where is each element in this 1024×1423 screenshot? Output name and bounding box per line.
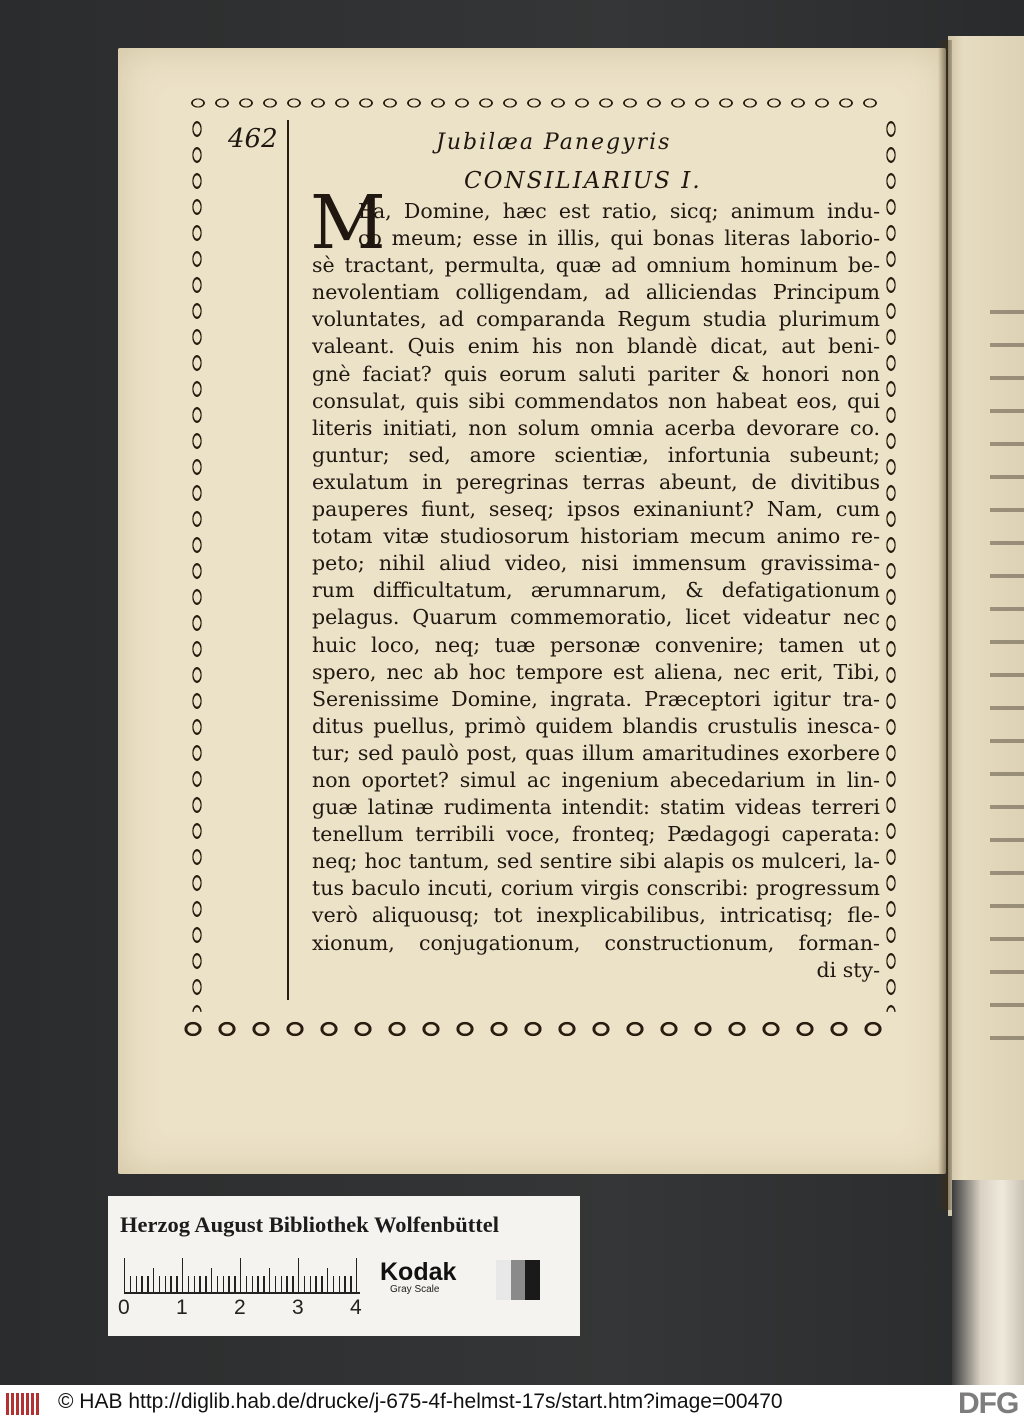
ruler-tick xyxy=(223,1276,224,1292)
footer-url[interactable]: © HAB http://diglib.hab.de/drucke/j-675-4f-helmst-17s/start.htm?image=00470 xyxy=(58,1390,783,1413)
text-line: guntur; sed, amore scientiæ, infortunia subeunt; xyxy=(312,442,880,467)
ruler-tick xyxy=(327,1268,328,1292)
ruler-tick xyxy=(130,1276,131,1292)
text-line: co meum; esse in illis, qui bonas literas laborio- xyxy=(358,226,880,251)
dfg-logo: DFG xyxy=(958,1387,1019,1420)
ruler-number: 2 xyxy=(234,1296,246,1319)
ruler-tick xyxy=(136,1276,137,1292)
page-number: 462 xyxy=(228,124,278,154)
ruler-tick xyxy=(246,1276,247,1292)
gray-patch xyxy=(496,1260,511,1300)
ruler-number: 1 xyxy=(176,1296,188,1319)
ruler-tick xyxy=(211,1268,212,1292)
ruler-tick xyxy=(333,1276,334,1292)
text-line: tenellum terribili voce, fronteq; Pædagogi caperata: xyxy=(312,822,880,847)
ruler-tick xyxy=(275,1276,276,1292)
ruler-tick xyxy=(165,1276,166,1292)
text-line: gnè faciat? quis eorum saluti pariter & honori non xyxy=(312,361,880,386)
drop-cap: M xyxy=(310,180,386,266)
ruler-tick xyxy=(199,1276,200,1292)
ruler-tick xyxy=(298,1258,299,1292)
ruler-tick xyxy=(124,1258,125,1292)
ruler-tick xyxy=(315,1276,316,1292)
kodak-logo: Kodak xyxy=(380,1258,457,1286)
ruler-tick xyxy=(217,1276,218,1292)
ruler-tick xyxy=(194,1276,195,1292)
text-line: tur; sed paulò post, quas illum amaritudines exorbere xyxy=(312,740,880,765)
ruler-tick xyxy=(292,1276,293,1292)
text-line: exulatum in peregrinas terras abeunt, de divitibus xyxy=(312,469,880,494)
text-line: tus baculo incuti, corium virgis conscribi: progressum xyxy=(312,876,880,901)
text-line: neq; hoc tantum, sed sentire sibi alapis os mulceri, la- xyxy=(312,849,880,874)
text-line: xionum, conjugationum, constructionum, forman- xyxy=(312,930,880,955)
ruler-tick xyxy=(310,1276,311,1292)
text-line: voluntates, ad comparanda Regum studia plurimum xyxy=(312,307,880,332)
gray-patch xyxy=(511,1260,526,1300)
text-line: consulat, quis sibi commendatos non habeat eos, qui xyxy=(312,388,880,413)
text-line: valeant. Quis enim his non blandè dicat, aut beni- xyxy=(312,334,880,359)
text-line: Ea, Domine, hæc est ratio, sicq; animum indu- xyxy=(358,199,880,223)
text-line: sè tractant, permulta, quæ ad omnium hominum be- xyxy=(312,253,880,278)
section-heading: CONSILIARIUS I. xyxy=(464,168,702,194)
color-scale-card xyxy=(108,1196,580,1336)
gray-patches xyxy=(496,1260,540,1300)
gray-scale-label: Gray Scale xyxy=(390,1284,440,1295)
facing-page-text-fragment xyxy=(990,290,1024,1050)
body-text xyxy=(312,198,880,984)
text-line: peto; nihil aliud video, nisi immensum gravissima- xyxy=(312,551,880,576)
running-title: Jubilæa Panegyris xyxy=(436,130,672,155)
ruler-tick xyxy=(159,1276,160,1292)
ruler-tick xyxy=(286,1276,287,1292)
ornamental-border-right xyxy=(880,116,902,1012)
ruler-tick xyxy=(170,1276,171,1292)
gray-patch xyxy=(525,1260,540,1300)
footer-bar xyxy=(0,1385,1024,1423)
ornamental-border-left xyxy=(186,116,208,1012)
ruler-tick xyxy=(321,1276,322,1292)
ruler-tick xyxy=(240,1258,241,1292)
ruler-tick xyxy=(182,1258,183,1292)
ruler-tick xyxy=(153,1268,154,1292)
text-line: spero, nec ab hoc tempore est aliena, nec erit, Tibi, xyxy=(312,659,880,684)
ruler-tick xyxy=(234,1276,235,1292)
text-line: guæ latinæ rudimenta intendit: statim videas terreri xyxy=(312,795,880,820)
margin-rule xyxy=(287,120,289,1000)
ruler-tick xyxy=(344,1276,345,1292)
ruler-tick xyxy=(257,1276,258,1292)
text-line: ditus puellus, primò quidem blandis crustulis inesca- xyxy=(312,713,880,738)
text-line: literis initiati, non solum omnia acerba devorare co. xyxy=(312,415,880,440)
ruler-number: 3 xyxy=(292,1296,304,1319)
ruler-tick xyxy=(141,1276,142,1292)
text-line: pelagus. Quarum commemoratio, licet videatur nec xyxy=(312,605,880,630)
ruler-number: 0 xyxy=(118,1296,130,1319)
text-line: verò aliquousq; tot inexplicabilibus, intricatisq; fle- xyxy=(312,903,880,928)
text-line: huic loco, neq; tuæ personæ convenire; tamen ut xyxy=(312,632,880,657)
ruler-tick xyxy=(263,1276,264,1292)
ruler-tick xyxy=(176,1276,177,1292)
text-line: non oportet? simul ac ingenium abecedarium in lin- xyxy=(312,767,880,792)
book-block-edge xyxy=(952,1180,1024,1385)
ruler-tick xyxy=(339,1276,340,1292)
ruler-tick xyxy=(350,1276,351,1292)
ruler-tick xyxy=(281,1276,282,1292)
text-line: pauperes fiunt, seseq; ipsos exinaniunt? Nam, cum xyxy=(312,497,880,522)
spine-shadow xyxy=(938,40,952,1210)
text-line: nevolentiam colligendam, ad alliciendas Principum xyxy=(312,280,880,305)
ruler-tick xyxy=(188,1276,189,1292)
ruler-tick xyxy=(269,1268,270,1292)
hab-logo-icon xyxy=(6,1391,44,1417)
text-line: totam vitæ studiosorum historiam mecum animo re- xyxy=(312,524,880,549)
ruler-baseline xyxy=(124,1292,360,1294)
text-line: di sty- xyxy=(816,957,880,982)
ruler-tick xyxy=(205,1276,206,1292)
ornamental-border-top xyxy=(186,92,884,114)
text-line: rum difficultatum, ærumnarum, & defatigationum xyxy=(312,578,880,603)
ruler-tick xyxy=(304,1276,305,1292)
ruler-tick xyxy=(147,1276,148,1292)
ornamental-border-bottom xyxy=(176,1012,888,1046)
text-line: Serenissime Domine, ingrata. Præceptori igitur tra- xyxy=(312,686,880,711)
ruler-number: 4 xyxy=(350,1296,362,1319)
ruler-tick xyxy=(252,1276,253,1292)
ruler-tick xyxy=(356,1258,357,1292)
ruler-tick xyxy=(228,1276,229,1292)
library-name: Herzog August Bibliothek Wolfenbüttel xyxy=(120,1212,499,1237)
ruler xyxy=(124,1258,356,1292)
